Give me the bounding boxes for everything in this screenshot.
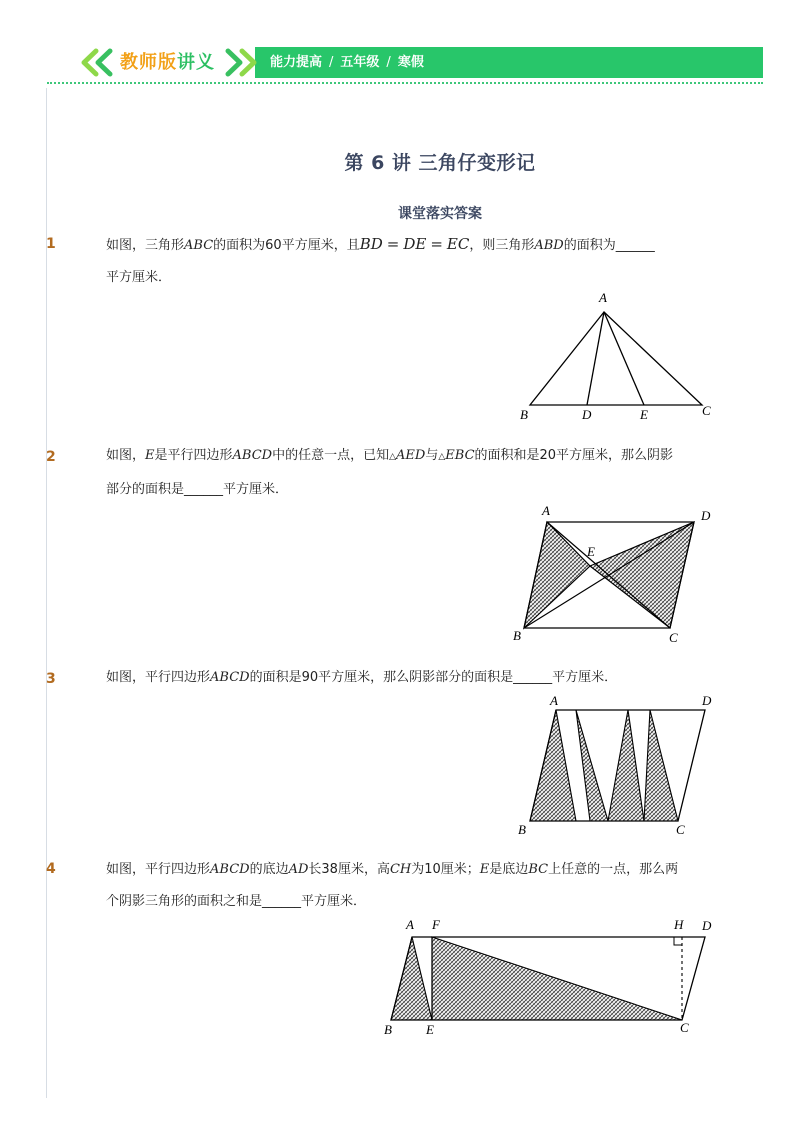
figure-4-parallelogram: [380, 910, 725, 1040]
label-E: E: [426, 1022, 434, 1037]
text-run: 的面积为60平方厘米，且: [213, 238, 360, 253]
breadcrumb-separator: /: [386, 55, 391, 70]
label-A: A: [599, 290, 607, 305]
label-B: B: [518, 822, 526, 837]
question-number: 2: [46, 449, 56, 465]
question-number: 1: [46, 236, 56, 252]
text-run: 如图，平行四边形: [106, 862, 211, 877]
section-title: 课堂落实答案: [398, 206, 482, 222]
question-3-line-1: [106, 663, 617, 693]
question-number: 4: [46, 861, 56, 877]
breadcrumb-item: 寒假: [397, 55, 424, 70]
text-run: ，则三角形: [469, 238, 535, 253]
label-D: D: [702, 693, 712, 708]
math-var: ABD: [534, 238, 564, 253]
text-run: 的底边: [249, 862, 289, 877]
math-var: DE: [403, 235, 427, 253]
text-run: 与: [425, 448, 439, 463]
label-C: C: [702, 403, 711, 418]
text-run: 为10厘米；: [411, 862, 480, 877]
math-var: EBC: [445, 448, 475, 463]
label-C: C: [676, 822, 685, 837]
label-A: A: [406, 917, 414, 932]
figure-3-parallelogram: [510, 690, 735, 840]
math-equals: =: [386, 235, 400, 253]
question-1-line-1: [106, 229, 655, 261]
math-var: ABCD: [232, 448, 273, 463]
math-var: ABC: [184, 238, 214, 253]
question-4-line-2: 个阴影三角形的面积之和是______平方厘米．: [106, 894, 367, 909]
math-var: E: [479, 862, 490, 877]
math-equals: =: [430, 235, 443, 253]
page-title: 第 6 讲 三角仔变形记: [344, 152, 536, 174]
label-F: F: [432, 917, 440, 932]
figure-2-parallelogram: [505, 500, 730, 650]
label-H: H: [674, 917, 684, 932]
label-D: D: [701, 508, 711, 523]
text-run: 如图，平行四边形: [106, 670, 211, 685]
question-2-line-1: [106, 441, 673, 472]
breadcrumb-item: 五年级: [340, 55, 380, 70]
math-var: CH: [389, 862, 412, 877]
header-dotted-divider: [47, 82, 763, 84]
label-C: C: [680, 1020, 689, 1035]
breadcrumb-item: 能力提高: [270, 55, 323, 70]
text-run: 如图，三角形: [106, 238, 185, 253]
double-chevron-right-icon: [222, 47, 262, 78]
label-B: B: [520, 407, 528, 422]
breadcrumb-separator: /: [329, 55, 334, 70]
math-var: AED: [396, 448, 426, 463]
math-expression: [360, 235, 470, 253]
brand-logo: [120, 50, 215, 76]
text-run: 是底边: [489, 862, 529, 877]
math-var: BC: [528, 862, 549, 877]
text-run: 上任意的一点，那么两: [548, 862, 679, 877]
text-run: 的面积是90平方厘米，那么阴影部分的面积是______平方厘米．: [249, 670, 618, 685]
label-D: D: [582, 407, 592, 422]
label-E: E: [640, 407, 648, 422]
question-number: 3: [46, 671, 56, 687]
math-var: E: [145, 448, 155, 463]
label-A: A: [542, 503, 550, 518]
triangle-symbol: △: [389, 452, 397, 462]
label-E: E: [587, 544, 595, 559]
label-B: B: [384, 1022, 392, 1037]
label-B: B: [513, 628, 521, 643]
text-run: 是平行四边形: [154, 448, 233, 463]
question-4-line-1: [106, 855, 678, 885]
math-var: EC: [446, 235, 470, 253]
math-var: BD: [359, 235, 383, 253]
brand-part2: 讲义: [177, 52, 215, 73]
text-run: 中的任意一点，已知: [272, 448, 390, 463]
text-run: 的面积和是20平方厘米，那么阴影: [474, 448, 674, 463]
label-C: C: [669, 630, 678, 645]
math-var: ABCD: [210, 862, 250, 877]
text-run: 如图，: [106, 448, 146, 463]
math-var: AD: [288, 862, 309, 877]
text-run: 长38厘米，高: [308, 862, 390, 877]
double-chevron-left-icon: [74, 47, 120, 78]
question-1-line-2: 平方厘米．: [106, 270, 172, 285]
text-run: 的面积为______: [563, 238, 655, 253]
figure-1-triangle: [510, 285, 730, 425]
label-A: A: [550, 693, 558, 708]
breadcrumb: [270, 54, 424, 72]
label-D: D: [702, 918, 712, 933]
question-2-line-2: 部分的面积是______平方厘米．: [106, 482, 289, 497]
brand-part1: 教师版: [120, 52, 177, 73]
triangle-symbol: △: [438, 452, 446, 462]
math-var: ABCD: [210, 670, 250, 685]
